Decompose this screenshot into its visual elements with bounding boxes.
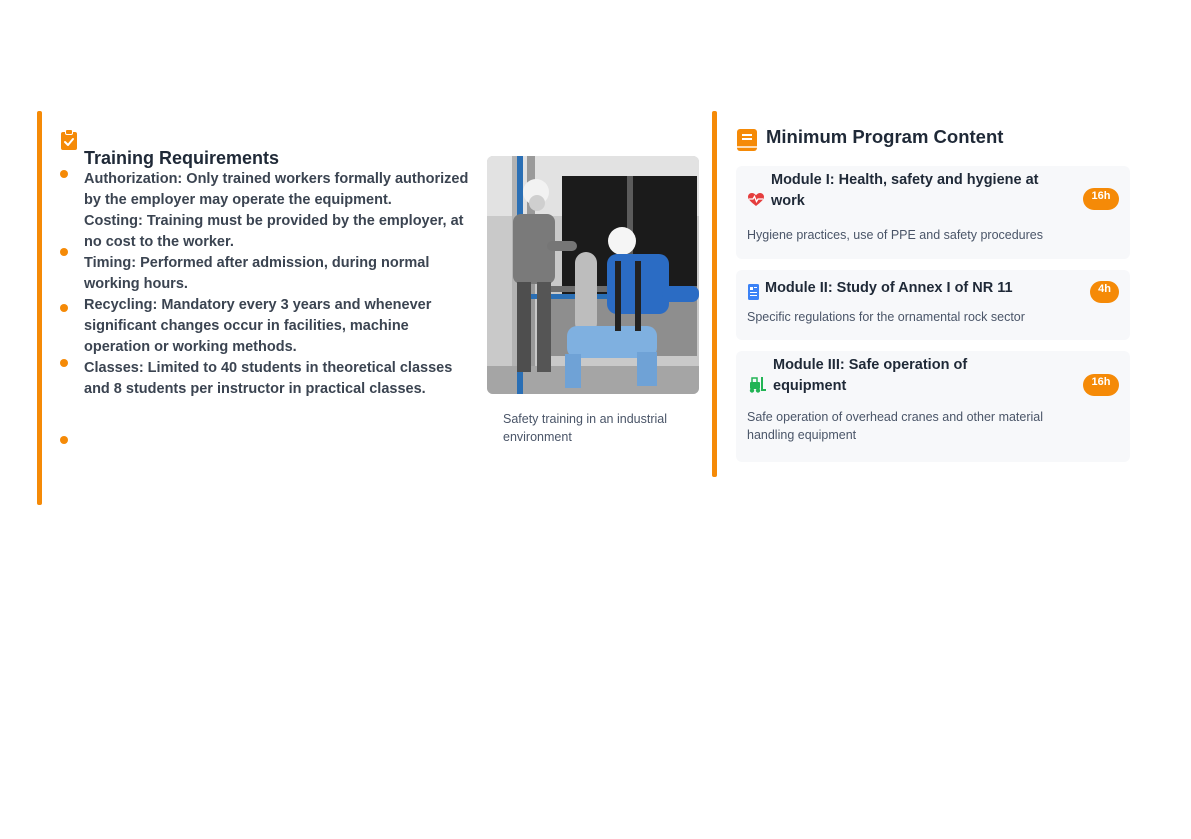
clipboard-check-icon (60, 129, 78, 151)
hours-badge: 16h (1083, 188, 1119, 210)
accent-bar (712, 111, 717, 477)
module-title: Module II: Study of Annex I of NR 11 (765, 280, 1013, 296)
heart-pulse-icon (748, 193, 764, 207)
forklift-icon (748, 377, 766, 393)
requirement-item: Costing: Training must be provided by the employer, at no cost to the worker. (84, 213, 464, 250)
hours-badge: 4h (1090, 281, 1119, 303)
training-title: Training Requirements (84, 148, 280, 168)
requirement-item: Authorization: Only trained workers formally authorized by the employer may operate the equipment. (84, 171, 469, 208)
bullet-icon (60, 304, 68, 312)
module-card (736, 270, 1130, 340)
document-icon (748, 284, 759, 300)
requirement-item: Recycling: Mandatory every 3 years and whenever significant changes occur in facilities, machine operation or working methods. (84, 297, 432, 355)
bullet-icon (60, 170, 68, 178)
requirements-list (84, 169, 469, 400)
program-content-card (712, 111, 1132, 477)
module-title: Module I: Health, safety and hygiene at work (771, 172, 1039, 209)
training-requirements-card (37, 111, 707, 505)
module-description: Safe operation of overhead cranes and other material handling equipment (747, 410, 1044, 442)
book-icon (736, 128, 758, 152)
module-card (736, 166, 1130, 259)
training-photo (487, 156, 699, 394)
bullet-icon (60, 248, 68, 256)
photo-caption: Safety training in an industrial environment (503, 412, 667, 444)
requirement-item: Timing: Performed after admission, during normal working hours. (84, 255, 430, 292)
module-description: Hygiene practices, use of PPE and safety procedures (747, 228, 1043, 242)
program-title: Minimum Program Content (766, 126, 1004, 147)
module-title: Module III: Safe operation of equipment (773, 357, 968, 394)
requirement-item: Classes: Limited to 40 students in theoretical classes and 8 students per instructor in practical classes. (84, 360, 453, 397)
module-card (736, 351, 1130, 462)
bullet-icon (60, 436, 68, 444)
bullet-icon (60, 359, 68, 367)
accent-bar (37, 111, 42, 505)
hours-badge: 16h (1083, 374, 1119, 396)
module-description: Specific regulations for the ornamental rock sector (747, 310, 1025, 324)
